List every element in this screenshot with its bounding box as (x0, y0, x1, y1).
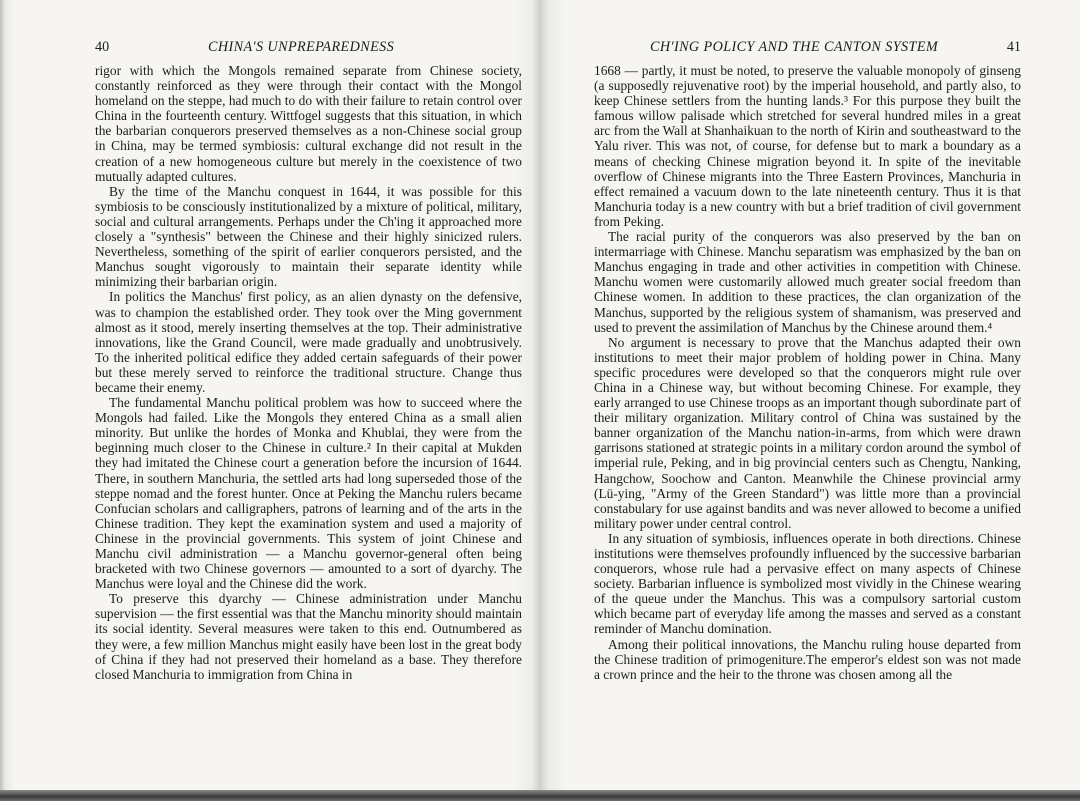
paragraph: No argument is necessary to prove that the Manchus adapted their own institutions to meet their major problem of holding power in China. Many specific procedures were developed so that the conquerors might rule over China in a Chinese way, but without becoming Chinese. For example, they early arranged to use Chinese troops as an important though subordinate part of their military organization. Military control of China was sustained by the banner organization of the Manchu nation-in-arms, from which were drawn garrisons stationed at strategic points in a military cordon around the symbol of imperial rule, Peking, and in big provincial centers such as Chengtu, Nanking, Hangchow, Soochow and Canton. Meanwhile the Chinese provincial army (Lü-ying, "Army of the Green Standard") was little more than a provincial constabulary for use against bandits and was never allowed to become a unified military power under central control. (594, 334, 1021, 531)
left-text-column (95, 63, 522, 682)
paragraph: By the time of the Manchu conquest in 1644, it was possible for this symbiosis to be consciously institutionalized by a mixture of political, military, social and cultural arrangements. Perhaps under the Ch'ing it approached more closely a "synthesis" between the Chinese and their highly sinicized rulers. Nevertheless, something of the spirit of earlier conquerors persisted, and the Manchus sought vigorously to maintain their separate identity while minimizing their barbarian origin. (95, 183, 522, 290)
left-running-title: CHINA'S UNPREPAREDNESS (208, 39, 395, 55)
paragraph: rigor with which the Mongols remained separate from Chinese society, constantly reinforced as they were through their contact with the Mongol homeland on the steppe, had much to do with their failure to retain control over China in the fourteenth century. Wittfogel suggests that this situation, in which the barbarian conquerors preserved themselves as a non-Chinese social group in China, may be termed symbiosis: cultural exchange did not result in the creation of a new homogeneous culture but merely in the coexistence of two mutually adapted cultures. (95, 63, 522, 184)
paragraph: Among their political innovations, the Manchu ruling house departed from the Chinese tradition of primogeniture.The emperor's eldest son was not made a crown prince and the heir to the throne was chosen among all the (594, 636, 1021, 682)
left-running-head (95, 39, 522, 56)
paragraph: The racial purity of the conquerors was also preserved by the ban on intermarriage with Chinese. Manchu separatism was emphasized by the ban on Manchus engaging in trade and other activities in competition with Chinese. Manchu women were customarily allowed much greater social freedom than Chinese women. In addition to these practices, the clan organization of the Manchus, supported by the religious system of shamanism, was preserved and used to prevent the assimilation of Manchus by the Chinese around them.⁴ (594, 229, 1021, 335)
paragraph: To preserve this dyarchy — Chinese administration under Manchu supervision — the first essential was that the Manchu minority should maintain its social identity. Several measures were taken to this end. Outnumbered as they were, a few million Manchus might easily have been lost in the great body of China if they had not preserved their homeland as a base. They therefore closed Manchuria to immigration from China in (95, 591, 522, 682)
paragraph: In politics the Manchus' first policy, as an alien dynasty on the defensive, was to champion the established order. They took over the Ming government almost as it stood, merely inserting themselves at the top. Their administrative innovations, like the Grand Council, were made gradually and unobtrusively. To the inherited political edifice they added certain safeguards of their power but these merely served to reinforce the traditional structure. Change thus became their enemy. (95, 289, 522, 395)
right-page-number: 41 (1006, 39, 1021, 55)
left-page-number: 40 (95, 39, 110, 55)
left-page (0, 0, 540, 790)
page-bottom-edge (0, 790, 1080, 801)
paragraph: In any situation of symbiosis, influences operate in both directions. Chinese institutions were themselves profoundly influenced by the successive barbarian conquerors, whose rule had a pervasive effect on many aspects of Chinese society. Barbarian influence is symbolized most vividly in the Chinese wearing of the queue under the Manchus. This was a compulsory sartorial custom which became part of everyday life among the masses and served as a constant reminder of Manchu domination. (594, 530, 1021, 637)
paragraph: 1668 — partly, it must be noted, to preserve the valuable monopoly of ginseng (a supposedly rejuvenative root) by the imperial household, and partly also, to keep Chinese settlers from the hunting lands.³ For this purpose they built the famous willow palisade which stretched for several hundred miles in a great arc from the Wall at Shanhaikuan to the north of Kirin and southeastward to the Yalu river. This was not, of course, for defense but to mark a boundary as a means of checking Chinese migration beyond it. In spite of the inevitable overflow of Chinese migrants into the Three Eastern Provinces, Manchuria in effect remained a vacuum down to the late nineteenth century. Thus it is that Manchuria today is a new country with but a brief tradition of civil government from Peking. (594, 63, 1021, 229)
paragraph: The fundamental Manchu political problem was how to succeed where the Mongols had failed. Like the Mongols they entered China as a small alien minority. But unlike the hordes of Monka and Khublai, they were from the beginning much closer to the Chinese in culture.² In their capital at Mukden they had imitated the Chinese court a generation before the incursion of 1644. There, in southern Manchuria, the settled arts had long superseded those of the steppe nomad and the forest hunter. Once at Peking the Manchu rulers became Confucian scholars and calligraphers, patrons of learning and of the arts in the Chinese tradition. They kept the examination system and used a majority of Chinese in the provincial governments. This system of joint Chinese and Manchu civil administration — a Manchu governor-general often being bracketed with two Chinese governors — amounted to a sort of dyarchy. The Manchus were loyal and the Chinese did the work. (95, 395, 522, 592)
right-running-title: CH'ING POLICY AND THE CANTON SYSTEM (650, 39, 939, 55)
right-text-column (594, 63, 1021, 682)
right-page (540, 0, 1080, 790)
